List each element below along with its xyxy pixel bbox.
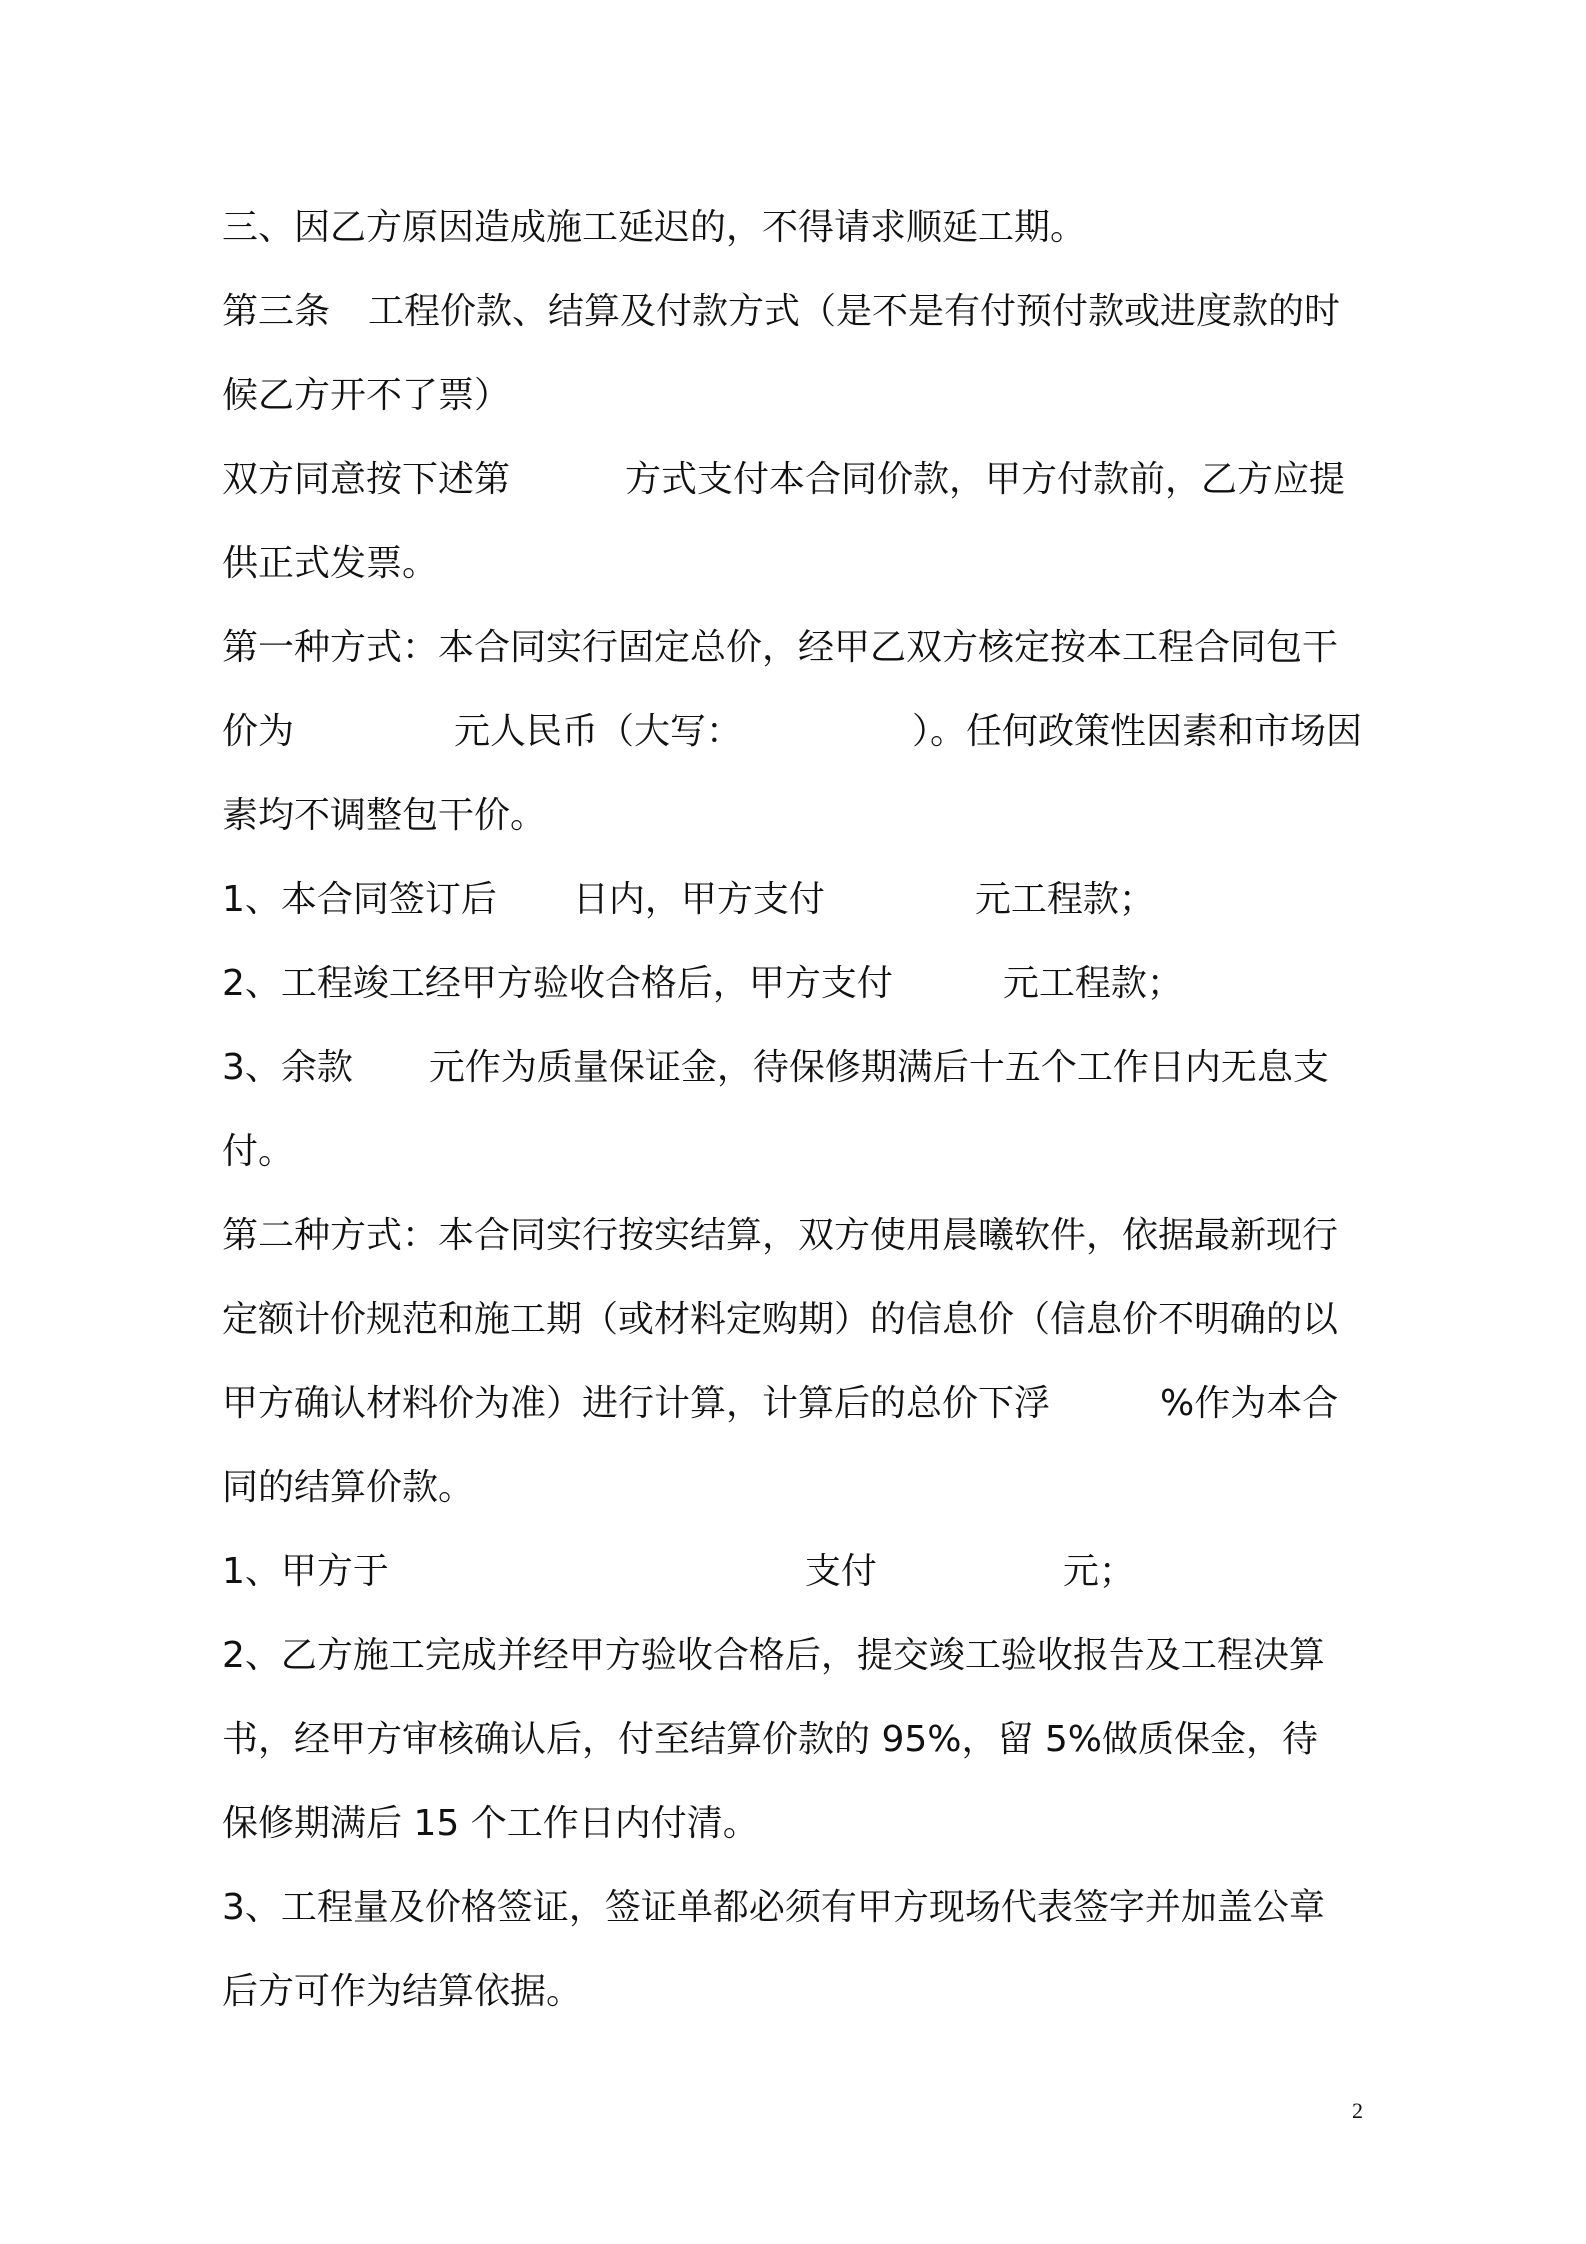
paragraph-line	[222, 1548, 1372, 1596]
clause-text: 供正式发票。	[222, 543, 439, 584]
paragraph-line	[222, 1716, 1372, 1764]
clause-text: 2、乙方施工完成并经甲方验收合格后，提交竣工验收报告及工程决算	[222, 1635, 1325, 1676]
paragraph-line	[222, 204, 1372, 252]
clause-text: 3、工程量及价格签证，签证单都必须有甲方现场代表签字并加盖公章	[222, 1887, 1325, 1928]
paragraph-line	[222, 1800, 1372, 1848]
clause-text: 3、余款	[222, 1047, 353, 1088]
clause-text: 双方同意按下述第	[222, 459, 511, 500]
paragraph-line	[222, 792, 1372, 840]
clause-text: 付。	[222, 1131, 295, 1172]
clause-text: 支付	[804, 1551, 877, 1592]
paragraph-line	[222, 1380, 1372, 1428]
clause-text: 方式支付本合同价款，甲方付款前，乙方应提	[625, 459, 1346, 500]
paragraph-line	[222, 540, 1372, 588]
clause-text: 日内，甲方支付	[572, 879, 825, 920]
article-title-continued: 候乙方开不了票）	[222, 375, 511, 416]
clause-text: 元；	[1062, 1551, 1135, 1592]
clause-text: 2、工程竣工经甲方验收合格后，甲方支付	[222, 963, 893, 1004]
paragraph-line	[222, 372, 1372, 420]
paragraph-line	[222, 1212, 1372, 1260]
clause-text: 定额计价规范和施工期（或材料定购期）的信息价（信息价不明确的以	[222, 1299, 1339, 1340]
clause-text: 元人民币（大写：	[454, 711, 743, 752]
clause-text: 第二种方式：本合同实行按实结算，双方使用晨曦软件，依据最新现行	[222, 1215, 1339, 1256]
paragraph-line	[222, 708, 1372, 756]
paragraph-line	[222, 1884, 1372, 1932]
clause-text: 价为	[222, 711, 295, 752]
paragraph-line	[222, 1296, 1372, 1344]
clause-text: 第一种方式：本合同实行固定总价，经甲乙双方核定按本工程合同包干	[222, 627, 1339, 668]
paragraph-line	[222, 960, 1372, 1008]
clause-text: 元工程款；	[1002, 963, 1183, 1004]
clause-text: 后方可作为结算依据。	[222, 1971, 583, 2012]
clause-text: 元工程款；	[974, 879, 1155, 920]
article-title: 工程价款、结算及付款方式（是不是有付预付款或进度款的时	[368, 291, 1341, 332]
article-heading-line	[222, 288, 1372, 336]
paragraph-line	[222, 1128, 1372, 1176]
clause-text: 甲方确认材料价为准）进行计算，计算后的总价下浮	[222, 1383, 1051, 1424]
article-number: 第三条	[222, 291, 331, 332]
clause-text: 书，经甲方审核确认后，付至结算价款的 95%，留 5%做质保金，待	[222, 1719, 1319, 1760]
clause-text: 同的结算价款。	[222, 1467, 475, 1508]
clause-text: 三、因乙方原因造成施工延迟的，不得请求顺延工期。	[222, 207, 1087, 248]
clause-text: %作为本合	[1160, 1383, 1339, 1424]
clause-text: 素均不调整包干价。	[222, 795, 547, 836]
paragraph-line	[222, 876, 1372, 924]
paragraph-line	[222, 1968, 1372, 2016]
page-number: 2	[1352, 2098, 1363, 2123]
paragraph-line	[222, 456, 1372, 504]
clause-text: 元作为质量保证金，待保修期满后十五个工作日内无息支	[428, 1047, 1329, 1088]
clause-text: 1、甲方于	[222, 1551, 389, 1592]
clause-text: ）。任何政策性因素和市场因	[912, 711, 1363, 752]
paragraph-line	[222, 1632, 1372, 1680]
paragraph-line	[222, 1464, 1372, 1512]
paragraph-line	[222, 1044, 1372, 1092]
clause-text: 1、本合同签订后	[222, 879, 497, 920]
paragraph-line	[222, 624, 1372, 672]
clause-text: 保修期满后 15 个工作日内付清。	[222, 1803, 759, 1844]
